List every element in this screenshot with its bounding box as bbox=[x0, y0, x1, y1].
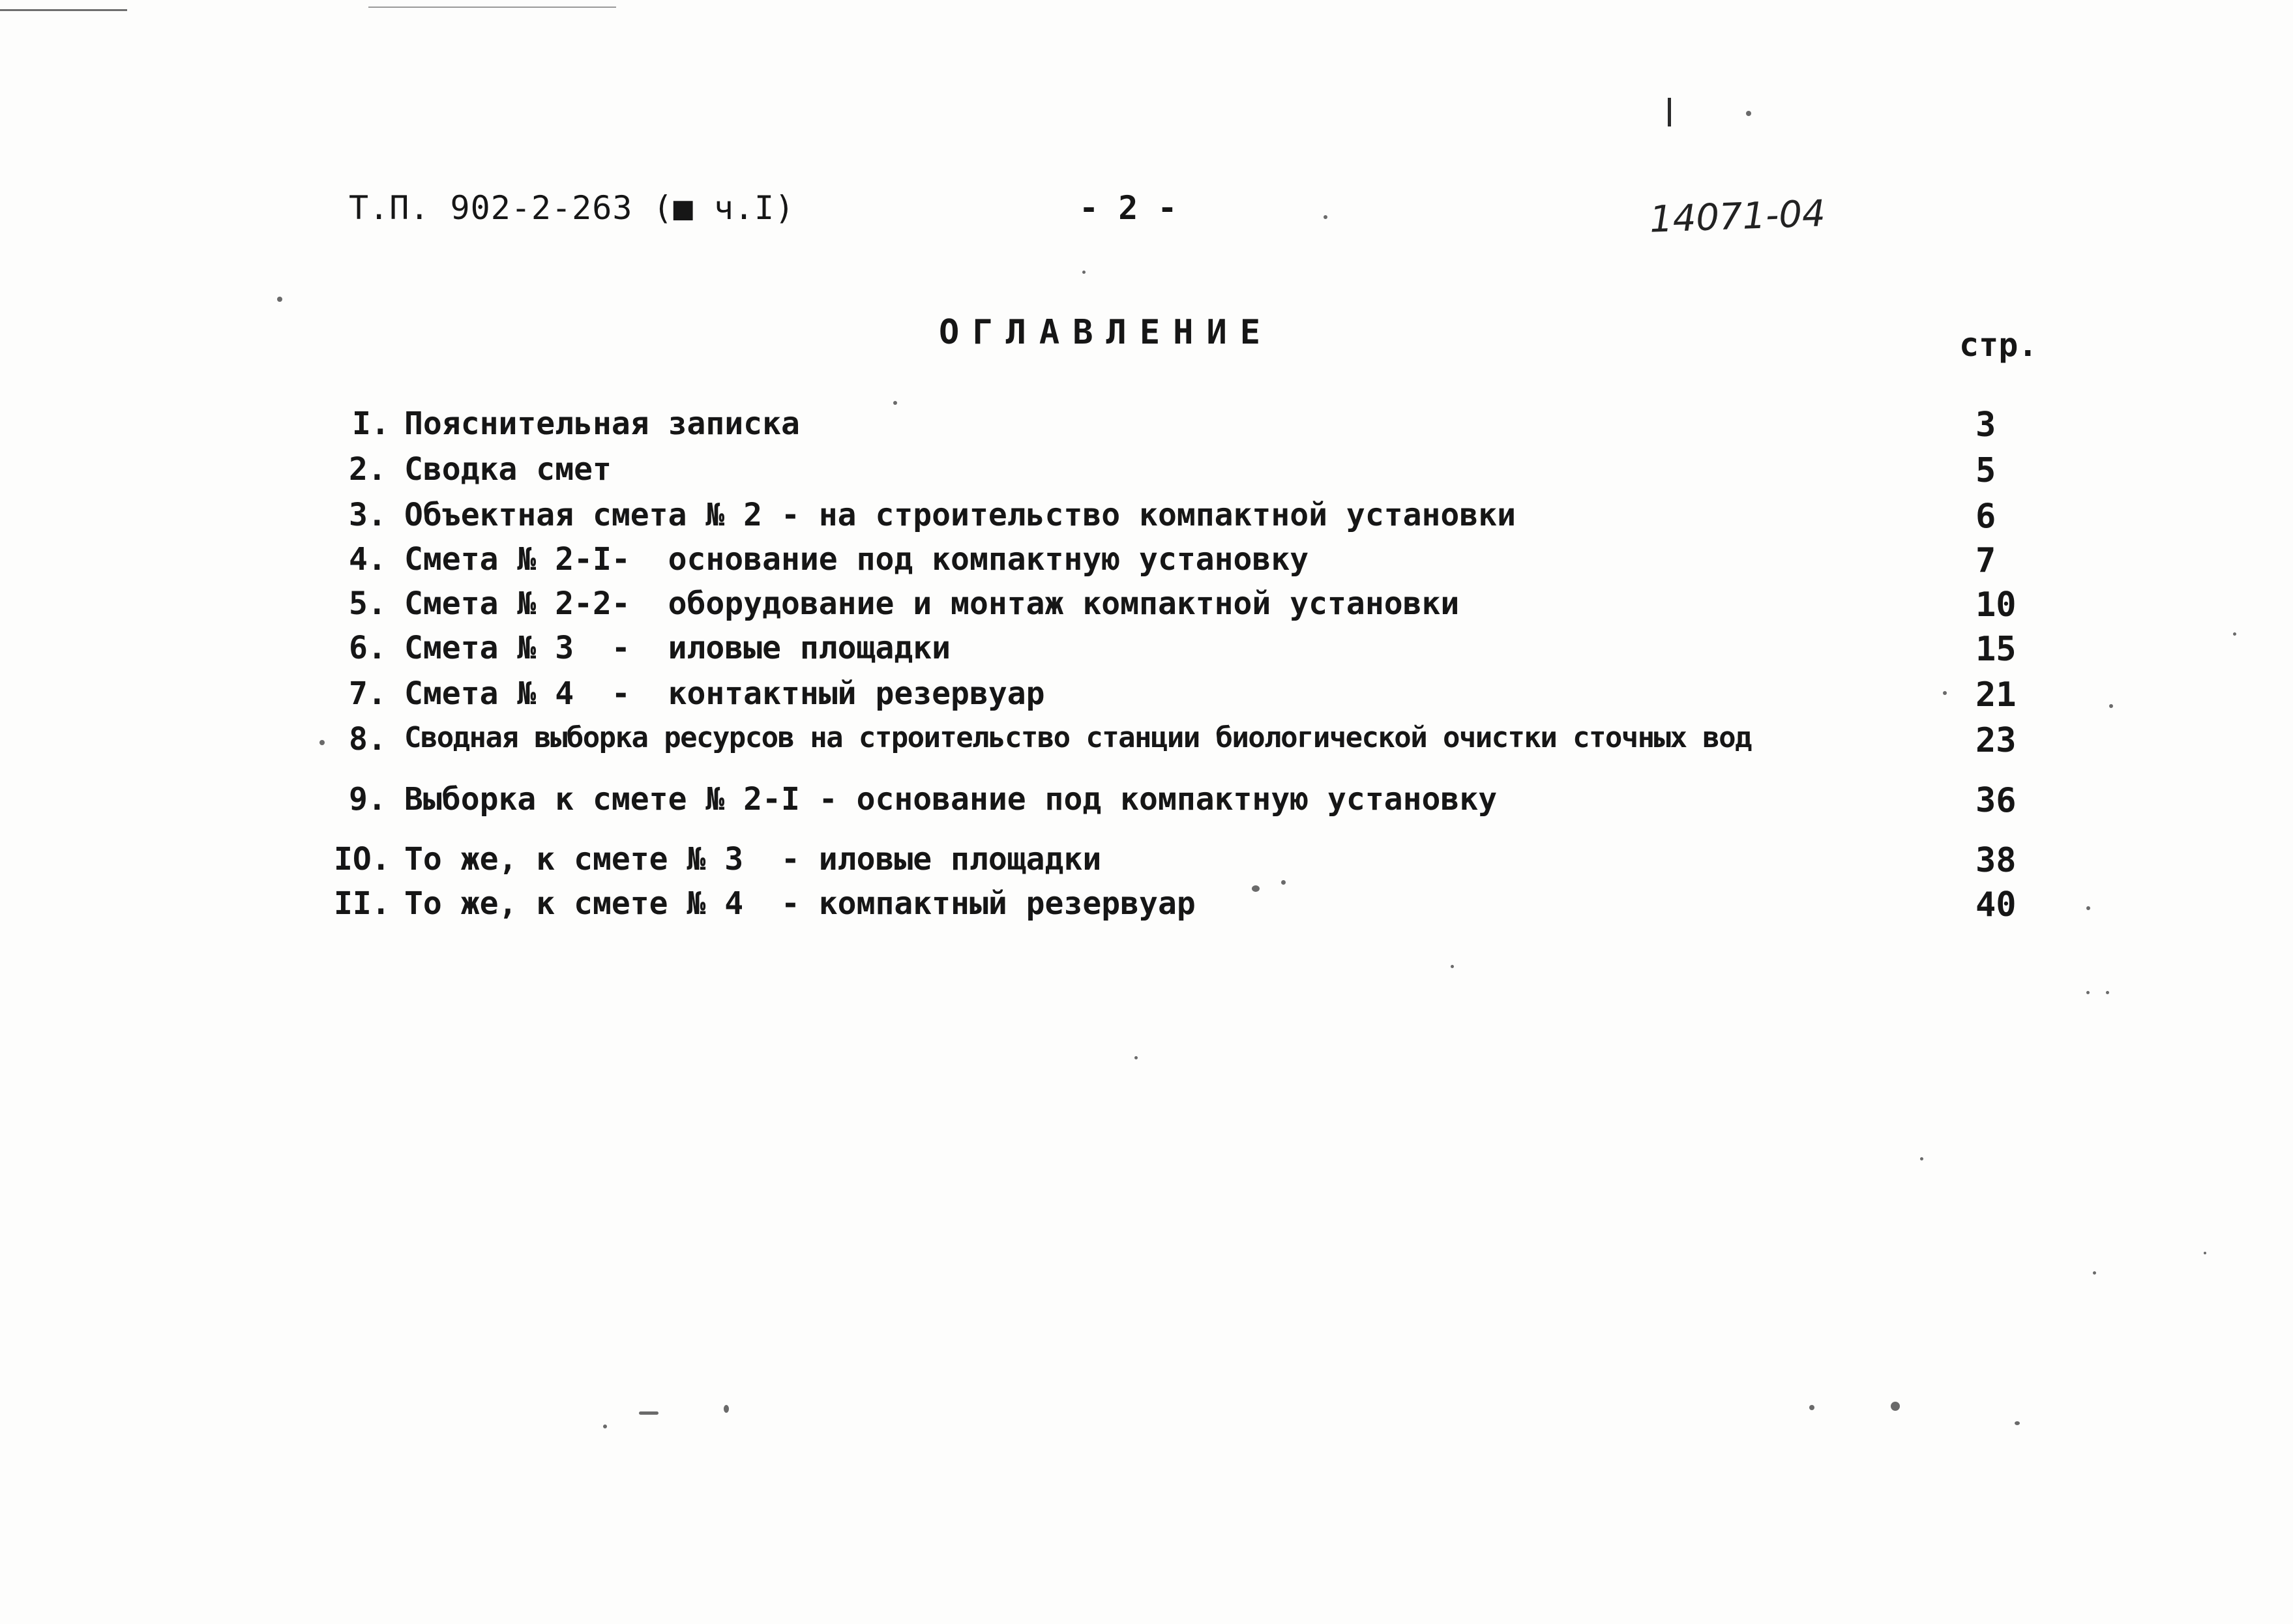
scan-speck bbox=[2106, 991, 2109, 994]
toc-row bbox=[0, 630, 2293, 669]
scan-speck bbox=[1451, 965, 1454, 968]
toc-row bbox=[0, 675, 2293, 715]
scan-speck bbox=[639, 1411, 658, 1415]
scan-speck bbox=[1746, 111, 1751, 116]
toc-item-number: I. bbox=[352, 406, 390, 442]
toc-row bbox=[0, 721, 2293, 760]
toc-item-number: 7. bbox=[349, 675, 387, 712]
toc-item-title: Смета № 4 - контактный резервуар bbox=[404, 675, 1045, 712]
page-number: - 2 - bbox=[1079, 189, 1177, 227]
scan-speck bbox=[1252, 885, 1260, 892]
toc-item-title: Сводка смет bbox=[404, 451, 612, 488]
toc-row bbox=[0, 781, 2293, 820]
scan-speck bbox=[2086, 991, 2090, 994]
scan-speck bbox=[2093, 1271, 2096, 1275]
toc-title: ОГЛАВЛЕНИЕ bbox=[939, 313, 1274, 352]
scan-speck bbox=[2109, 704, 2113, 708]
scan-speck bbox=[2233, 632, 2236, 636]
toc-item-number: 5. bbox=[349, 585, 387, 622]
scan-speck bbox=[1891, 1402, 1900, 1411]
toc-row bbox=[0, 885, 2293, 924]
toc-item-title: Смета № 3 - иловые площадки bbox=[404, 630, 951, 666]
toc-item-page: 38 bbox=[1975, 841, 2017, 880]
toc-row bbox=[0, 841, 2293, 880]
toc-item-title: Смета № 2-I- основание под компактную установку bbox=[404, 541, 1309, 578]
toc-item-page: 21 bbox=[1975, 675, 2017, 715]
toc-row bbox=[0, 497, 2293, 536]
toc-row bbox=[0, 541, 2293, 580]
toc-item-title: Сводная выборка ресурсов на строительство станции биологической очистки сточных вод bbox=[404, 721, 1751, 754]
toc-item-number: II. bbox=[334, 885, 391, 922]
scan-speck bbox=[1134, 1056, 1138, 1059]
toc-item-page: 6 bbox=[1975, 497, 1996, 536]
toc-row bbox=[0, 406, 2293, 445]
scan-speck bbox=[2015, 1421, 2020, 1425]
toc-item-page: 23 bbox=[1975, 721, 2017, 760]
toc-row bbox=[0, 585, 2293, 625]
toc-item-number: 6. bbox=[349, 630, 387, 666]
toc-item-page: 3 bbox=[1975, 406, 1996, 445]
scan-speck bbox=[319, 740, 325, 745]
scan-speck bbox=[1920, 1157, 1923, 1160]
toc-item-title: Пояснительная записка bbox=[404, 406, 800, 442]
scan-speck bbox=[1082, 271, 1086, 274]
scan-speck bbox=[893, 401, 897, 405]
scan-speck bbox=[1943, 691, 1947, 695]
document-code: Т.П. 902-2-263 (■ ч.I) bbox=[349, 189, 795, 227]
pages-column-header: стр. bbox=[1959, 326, 2038, 364]
toc-item-page: 10 bbox=[1975, 585, 2017, 625]
toc-item-number: 4. bbox=[349, 541, 387, 578]
scan-speck bbox=[1281, 880, 1286, 885]
toc-item-page: 7 bbox=[1975, 541, 1996, 580]
toc-item-number: 9. bbox=[349, 781, 387, 818]
scan-speck bbox=[724, 1405, 729, 1413]
toc-item-number: 8. bbox=[349, 721, 387, 758]
scan-speck bbox=[603, 1425, 607, 1428]
scan-speck bbox=[2086, 906, 2090, 910]
toc-item-title: То же, к смете № 4 - компактный резервуар bbox=[404, 885, 1196, 922]
toc-item-page: 5 bbox=[1975, 451, 1996, 490]
toc-item-number: 2. bbox=[349, 451, 387, 488]
scan-speck bbox=[277, 297, 282, 302]
scan-speck bbox=[1324, 215, 1327, 219]
toc-item-title: Объектная смета № 2 - на строительство компактной установки bbox=[404, 497, 1516, 533]
toc-item-page: 36 bbox=[1975, 781, 2017, 820]
toc-item-number: 3. bbox=[349, 497, 387, 533]
toc-item-title: То же, к смете № 3 - иловые площадки bbox=[404, 841, 1102, 878]
handwritten-archive-number: 14071-04 bbox=[1648, 192, 1826, 241]
toc-item-page: 40 bbox=[1975, 885, 2017, 924]
toc-item-title: Выборка к смете № 2-I - основание под компактную установку bbox=[404, 781, 1498, 818]
toc-row bbox=[0, 451, 2293, 490]
scan-speck bbox=[1809, 1405, 1814, 1410]
scan-speck bbox=[2204, 1252, 2206, 1254]
toc-item-number: IO. bbox=[334, 841, 391, 878]
toc-item-title: Смета № 2-2- оборудование и монтаж компактной установки bbox=[404, 585, 1460, 622]
toc-item-page: 15 bbox=[1975, 630, 2017, 669]
